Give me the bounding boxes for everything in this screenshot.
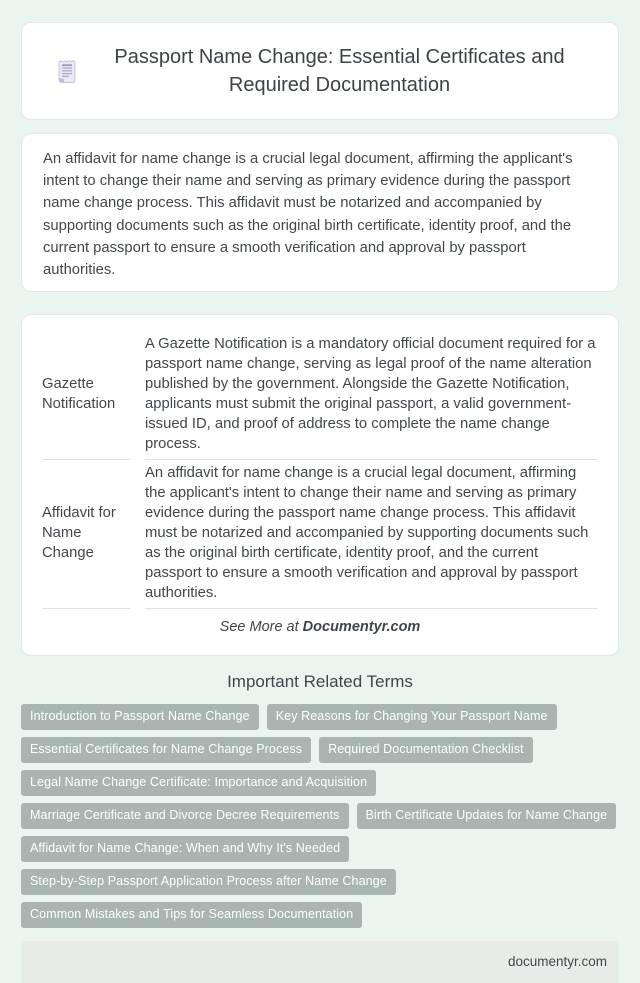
related-term-tag[interactable]: Required Documentation Checklist xyxy=(319,737,533,763)
see-more xyxy=(42,619,598,635)
tag-row xyxy=(21,737,619,763)
related-terms-list xyxy=(21,704,619,928)
related-term-tag[interactable]: Key Reasons for Changing Your Passport Name xyxy=(267,704,557,730)
desc-text: An affidavit for name change is a crucial legal document, affirming the applicant's intent to change their name and serving as primary evidence during the passport name change process. This affidavit must be notarized and accompanied by supporting documents such as the original birth certificate, identity proof, and the current passport to ensure a smooth verification and approval by passport authorities. xyxy=(145,464,589,601)
tag-row xyxy=(21,869,619,895)
related-terms-heading: Important Related Terms xyxy=(227,671,413,691)
tag-row xyxy=(21,902,619,928)
footer-bar xyxy=(21,941,619,983)
see-more-prefix: See More at xyxy=(219,618,303,635)
related-term-tag[interactable]: Essential Certificates for Name Change Process xyxy=(21,737,311,763)
footer-site-text: documentyr.com xyxy=(507,954,607,970)
term-cell: Gazette Notification xyxy=(42,331,130,460)
intro-card xyxy=(21,133,619,292)
term-cell: Affidavit for Name Change xyxy=(42,460,130,609)
related-term-tag[interactable]: Affidavit for Name Change: When and Why It's Needed xyxy=(21,836,349,862)
related-term-tag[interactable]: Common Mistakes and Tips for Seamless Documentation xyxy=(21,902,362,928)
tag-row xyxy=(21,770,619,796)
tag-row xyxy=(21,803,619,829)
related-term-tag[interactable]: Legal Name Change Certificate: Importance and Acquisition xyxy=(21,770,376,796)
desc-cell xyxy=(145,460,598,609)
intro-text: An affidavit for name change is a crucial legal document, affirming the applicant's intent to change their name and serving as primary evidence during the passport name change process. This affidavit must be notarized and accompanied by supporting documents such as the original birth certificate, identity proof, and the current passport to ensure a smooth verification and approval by passport authorities. xyxy=(43,151,573,278)
related-term-tag[interactable]: Step-by-Step Passport Application Process after Name Change xyxy=(21,869,396,895)
related-term-tag[interactable]: Introduction to Passport Name Change xyxy=(21,704,259,730)
info-table-card xyxy=(21,314,619,656)
desc-text: A Gazette Notification is a mandatory official document required for a passport name change, serving as legal proof of the name alteration published by the government. Alongside the Gazette Notification, applicants must submit the original passport, a valid government-issued ID, and proof of address to complete the name change process. xyxy=(145,336,596,452)
info-table xyxy=(42,331,598,609)
related-term-tag[interactable]: Marriage Certificate and Divorce Decree Requirements xyxy=(21,803,349,829)
tag-row xyxy=(21,704,619,730)
receipt-icon xyxy=(56,58,79,85)
desc-cell xyxy=(145,331,598,460)
see-more-brand: Documentyr.com xyxy=(302,618,421,635)
title-card xyxy=(21,22,619,120)
related-term-tag[interactable]: Birth Certificate Updates for Name Change xyxy=(357,803,617,829)
tag-row xyxy=(21,836,619,862)
page-title: Passport Name Change: Essential Certificates and Required Documentation xyxy=(114,45,565,96)
